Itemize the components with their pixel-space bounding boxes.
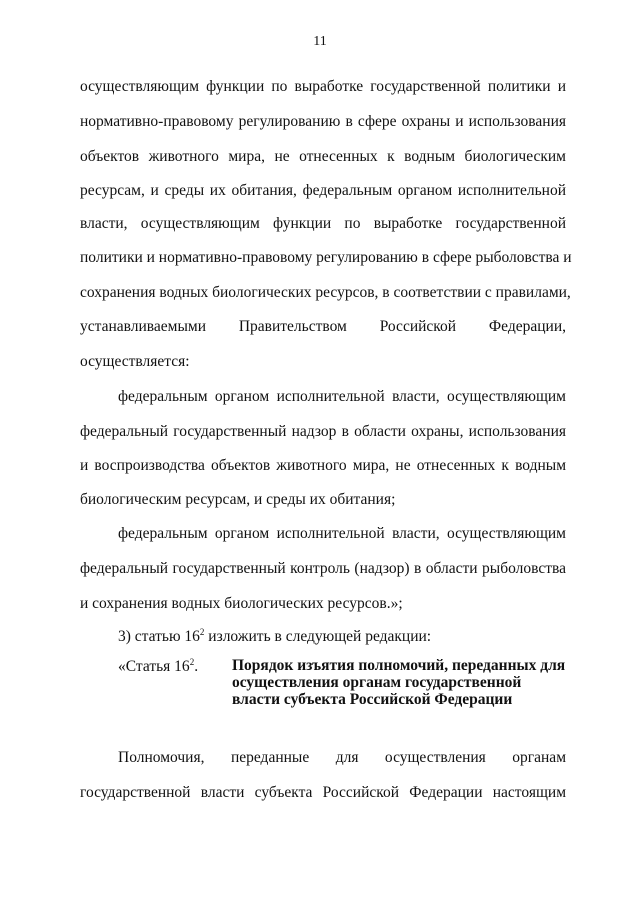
amendment-item: 3) статью $16^2$ изложить в следующей редакции: [118, 627, 432, 645]
text-line: устанавливаемыми Правительством Российской Федерации, [80, 318, 566, 335]
text-line: и воспроизводства объектов животного мира, не отнесенных к водным [80, 457, 566, 474]
text-line: осуществляющим функции по выработке государственной политики и [80, 78, 566, 95]
text-line: биологическим ресурсам, и среды их обитания; [80, 491, 396, 508]
text-line: политики и нормативно-правовому регулированию в сфере рыболовства и [80, 249, 572, 266]
text-line: ресурсам, и среды их обитания, федеральным органом исполнительной [80, 182, 566, 199]
article-label: «Статья $16^2$. [118, 657, 199, 675]
text-line: осуществляется: [80, 353, 190, 370]
text-line: объектов животного мира, не отнесенных к водным биологическим [80, 148, 566, 165]
text-line: сохранения водных биологических ресурсов, в соответствии с правилами, [80, 284, 571, 301]
text-line: федеральный государственный контроль (надзор) в области рыболовства [80, 560, 566, 577]
article-title: Порядок изъятия полномочий, переданных для осуществления органам государственной власти субъекта Российской Федерации [232, 657, 566, 708]
text-line: федеральным органом исполнительной власти, осуществляющим [118, 525, 566, 542]
text-line: федеральный государственный надзор в области охраны, использования [80, 423, 566, 440]
text-line: и сохранения водных биологических ресурсов.»; [80, 595, 403, 612]
text-line: нормативно-правовому регулированию в сфере охраны и использования [80, 113, 566, 130]
text-line: государственной власти субъекта Российской Федерации настоящим [80, 784, 566, 801]
text-line: федеральным органом исполнительной власти, осуществляющим [118, 388, 566, 405]
text-line: власти, осуществляющим функции по выработке государственной [80, 215, 566, 232]
text-line: Полномочия, переданные для осуществления органам [118, 749, 566, 766]
page-number: 11 [313, 34, 327, 49]
